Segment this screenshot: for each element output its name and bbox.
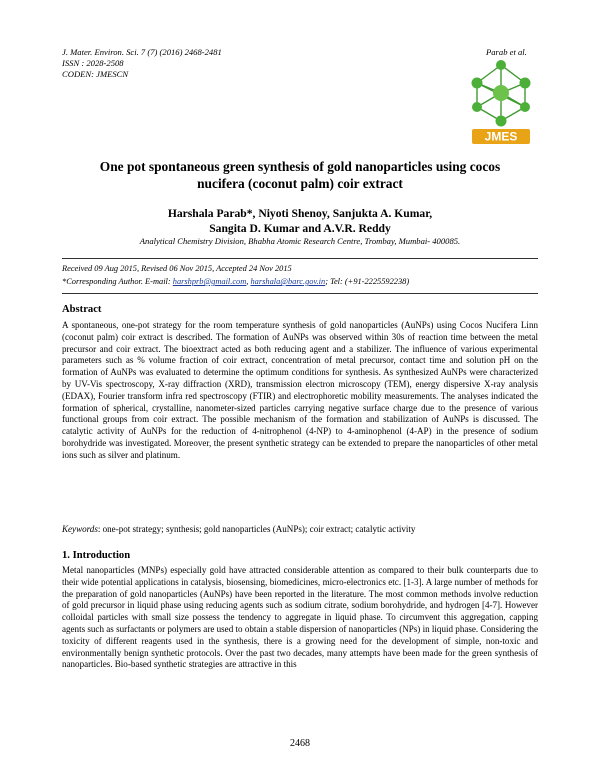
jmes-logo bbox=[455, 55, 547, 147]
abstract-heading: Abstract bbox=[62, 304, 102, 315]
corresponding-author bbox=[62, 277, 409, 286]
title-line-1: One pot spontaneous green synthesis of gold nanoparticles using cocos bbox=[99, 159, 501, 174]
email-separator: , bbox=[246, 277, 251, 286]
corresponding-prefix: *Corresponding Author. E-mail: bbox=[62, 277, 173, 286]
author-list bbox=[60, 206, 540, 236]
authors-line-1: Harshala Parab*, Niyoti Shenoy, Sanjukta A. Kumar, bbox=[167, 207, 433, 220]
introduction-text: Metal nanoparticles (MNPs) especially gold have attracted considerable attention as compared to their bulk counterparts due to their wide potential applications in catalysis, biosensing, biomedicines, micro-electronics etc. [1-3]. A large number of methods for the preparation of gold nanoparticles (AuNPs) have been reported in the literature. The most common methods involve reduction of gold precursor in liquid phase using reducing agents such as sodium citrate, sodium borohydride, and hydrogen [4-7]. However colloidal particles with small size possess the tendency to aggregate in liquid phase. To circumvent this aggregation, capping agents such as surfactants or polymers are used to obtain a stable dispersion of nanoparticles (NPs) in liquid phase. Considering the toxicity of different reagents used in the synthesis, there is a growing need for the development of simple, non-toxic and environmentally benign synthetic protocols. Over the past two decades, many attempts have been made for the green synthesis of nanoparticles. Bio-based synthetic strategies are attractive in this bbox=[62, 565, 538, 670]
keywords-label: Keywords bbox=[62, 524, 98, 534]
journal-header bbox=[62, 47, 222, 80]
keywords bbox=[62, 524, 415, 534]
title-line-2: nucifera (coconut palm) coir extract bbox=[197, 176, 403, 191]
logo-text: JMES bbox=[484, 129, 518, 144]
corresponding-phone: ; Tel: (+91-2225592238) bbox=[325, 277, 410, 286]
affiliation: Analytical Chemistry Division, Bhabha Atomic Research Centre, Trombay, Mumbai- 400085. bbox=[139, 236, 461, 246]
authors-line-2: Sangita D. Kumar and A.V.R. Reddy bbox=[209, 222, 391, 235]
received-dates: Received 09 Aug 2015, Revised 06 Nov 2015, Accepted 24 Nov 2015 bbox=[62, 264, 292, 273]
email-link-1[interactable]: harshprb@gmail.com bbox=[172, 277, 247, 286]
abstract-text: A spontaneous, one-pot strategy for the room temperature synthesis of gold nanoparticles (AuNPs) using Cocos Nucifera Linn (coconut palm) coir extract is described. The formation of AuNPs was observed within 30s of reaction time between the metal precursor and coir extract. The bioextract acted as both reducing agent and a stabilizer. The influence of various experimental parameters such as % volume fraction of coir extract, concentration of metal precursor, contact time and solution pH on the formation of AuNPs was evaluated to determine the optimum conditions for synthesis. As synthesized AuNPs were characterized by UV-Vis spectroscopy, X-ray diffraction (XRD), transmission electron microscopy (TEM), energy dispersive X-ray analysis (EDAX), Fourier transform infra red spectroscopy (FTIR) and electrophoretic mobility measurements. The analyses indicated the formation of spherical, crystalline, nanometer-sized particles carrying negative surface charge due to the presence of various functional groups from coir extract. The possible mechanism of the formation and stabilization of AuNPs is discussed. The catalytic activity of AuNPs for the reduction of 4-nitrophenol (4-NP) to 4-aminophenol (4-AP) in the presence of sodium borohydride was investigated. Moreover, the present synthetic strategy can be extended to prepare the nanoparticles of other metal ions such as silver and platinum. bbox=[62, 320, 538, 460]
paper-title bbox=[60, 158, 540, 192]
molecule-atoms bbox=[472, 60, 531, 127]
journal-coden: CODEN: JMESCN bbox=[62, 69, 129, 79]
keywords-text: : one-pot strategy; synthesis; gold nanoparticles (AuNPs); coir extract; catalytic activity bbox=[97, 524, 416, 534]
running-author: Parab et al. bbox=[486, 47, 527, 57]
journal-issn: ISSN : 2028-2508 bbox=[62, 58, 124, 68]
journal-citation: J. Mater. Environ. Sci. 7 (7) (2016) 2468-2481 bbox=[62, 47, 222, 57]
page-number: 2468 bbox=[290, 738, 310, 749]
email-link-2[interactable]: harshala@barc.gov.in bbox=[250, 277, 326, 286]
divider bbox=[62, 293, 538, 294]
divider bbox=[62, 258, 538, 259]
introduction-heading: 1. Introduction bbox=[62, 550, 131, 561]
